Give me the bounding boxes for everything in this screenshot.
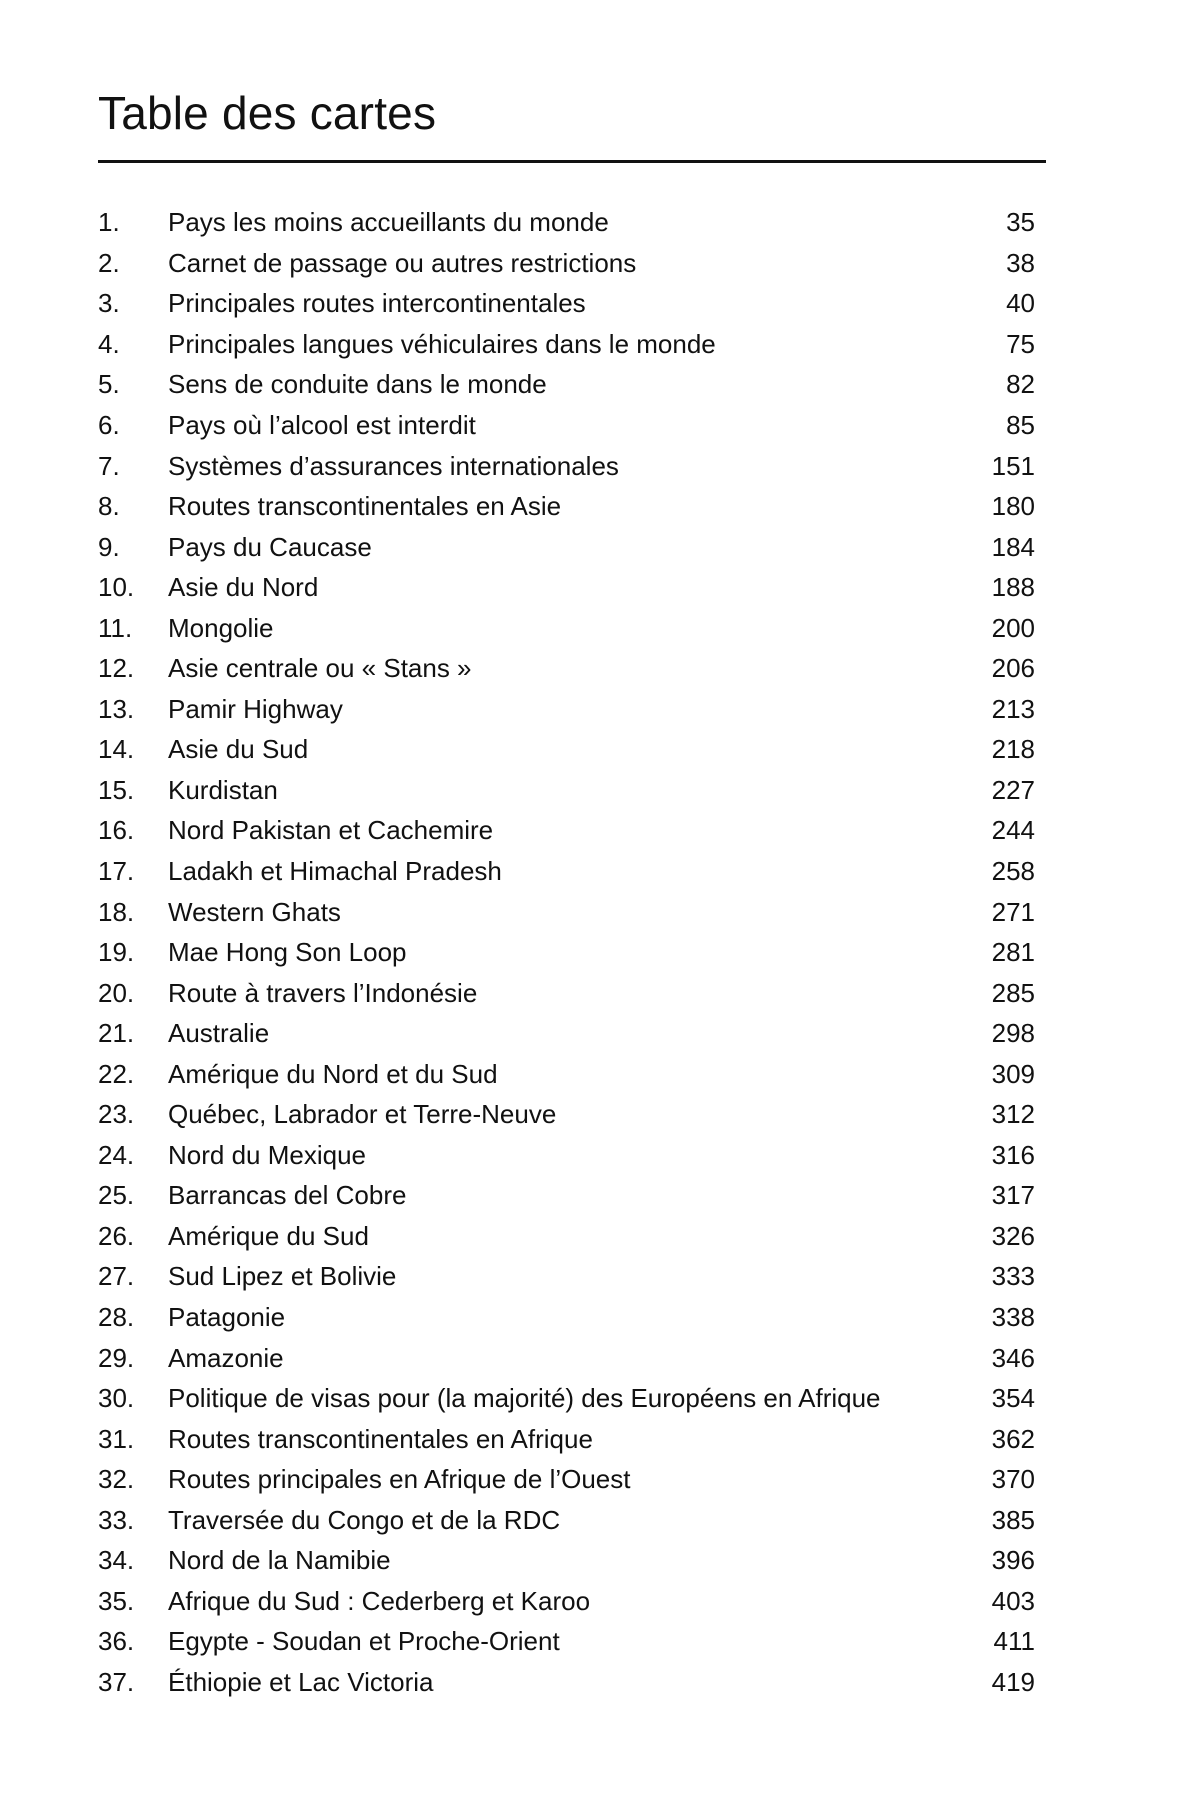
toc-entry-page-number: 298 — [991, 1018, 1035, 1049]
toc-entry-number: 16. — [98, 815, 135, 846]
toc-entry-title: Egypte - Soudan et Proche-Orient — [168, 1626, 560, 1657]
toc-entry-page-number: 403 — [991, 1585, 1035, 1616]
toc-entry — [98, 1135, 1035, 1176]
toc-entry-number: 29. — [98, 1342, 135, 1373]
toc-entry-number: 5. — [98, 369, 120, 400]
toc-entry — [98, 202, 1035, 243]
toc-entry — [98, 1053, 1035, 1094]
toc-entry-page-number: 309 — [991, 1058, 1035, 1089]
toc-entry-title: Nord de la Namibie — [168, 1545, 391, 1576]
toc-entry-title: Principales langues véhiculaires dans le monde — [168, 328, 716, 359]
toc-entry — [98, 486, 1035, 527]
toc-entry-title: Ladakh et Himachal Pradesh — [168, 856, 502, 887]
toc-entry — [98, 364, 1035, 405]
toc-entry-page-number: 281 — [991, 937, 1035, 968]
toc-entry-page-number: 362 — [991, 1423, 1035, 1454]
toc-entry-number: 25. — [98, 1180, 135, 1211]
toc-entry-number: 17. — [98, 856, 135, 887]
toc-entry-number: 11. — [98, 612, 133, 643]
toc-entry-page-number: 354 — [991, 1383, 1035, 1414]
toc-entry-number: 37. — [98, 1666, 135, 1697]
toc-entry-title: Asie centrale ou « Stans » — [168, 653, 472, 684]
toc-entry-number: 8. — [98, 491, 120, 522]
toc-entry-page-number: 338 — [991, 1302, 1035, 1333]
toc-entry-number: 22. — [98, 1058, 135, 1089]
toc-entry — [98, 1500, 1035, 1541]
toc-entry-page-number: 35 — [1006, 207, 1035, 238]
toc-entry-title: Amérique du Sud — [168, 1220, 369, 1251]
toc-entry — [98, 324, 1035, 365]
toc-entry — [98, 1216, 1035, 1257]
toc-entry-title: Mongolie — [168, 612, 274, 643]
toc-entry-page-number: 333 — [991, 1261, 1035, 1292]
toc-entry-number: 27. — [98, 1261, 135, 1292]
toc-entry-page-number: 40 — [1006, 288, 1035, 319]
toc-entry-number: 24. — [98, 1139, 135, 1170]
toc-entry-page-number: 285 — [991, 977, 1035, 1008]
toc-entry-title: Nord Pakistan et Cachemire — [168, 815, 494, 846]
toc-entry — [98, 1337, 1035, 1378]
toc-entry-title: Sud Lipez et Bolivie — [168, 1261, 397, 1292]
toc-entry-number: 4. — [98, 328, 120, 359]
toc-entry-page-number: 346 — [991, 1342, 1035, 1373]
toc-entry-page-number: 206 — [991, 653, 1035, 684]
page-title: Table des cartes — [98, 87, 437, 139]
toc-entry — [98, 891, 1035, 932]
toc-entry-page-number: 244 — [991, 815, 1035, 846]
toc-entry-number: 18. — [98, 896, 135, 927]
toc-entry-number: 2. — [98, 247, 120, 278]
toc-entry-number: 34. — [98, 1545, 135, 1576]
toc-entry-page-number: 82 — [1006, 369, 1035, 400]
toc-entry-page-number: 370 — [991, 1464, 1035, 1495]
toc-entry-title: Route à travers l’Indonésie — [168, 977, 478, 1008]
toc-entry-page-number: 75 — [1006, 328, 1035, 359]
toc-entry-number: 26. — [98, 1220, 135, 1251]
toc-entry-number: 30. — [98, 1383, 135, 1414]
toc-entry — [98, 729, 1035, 770]
toc-entry — [98, 567, 1035, 608]
toc-entry-title: Mae Hong Son Loop — [168, 937, 407, 968]
toc-entry-page-number: 200 — [991, 612, 1035, 643]
toc-entry — [98, 851, 1035, 892]
toc-entry — [98, 1540, 1035, 1581]
toc-entry-number: 33. — [98, 1504, 135, 1535]
toc-entry-title: Québec, Labrador et Terre-Neuve — [168, 1099, 557, 1130]
toc-entry-page-number: 188 — [991, 572, 1035, 603]
toc-entry-number: 3. — [98, 288, 120, 319]
toc-entry — [98, 1378, 1035, 1419]
toc-entry-title: Asie du Sud — [168, 734, 309, 765]
toc-entry-number: 6. — [98, 410, 120, 440]
toc-entry-number: 19. — [98, 937, 135, 968]
toc-entry-title: Pays du Caucase — [168, 531, 372, 562]
toc-entry-page-number: 411 — [993, 1626, 1035, 1657]
toc-entry-page-number: 316 — [991, 1139, 1035, 1170]
toc-entry-title: Systèmes d’assurances internationales — [168, 450, 619, 481]
toc-entry-title: Barrancas del Cobre — [168, 1180, 407, 1211]
toc-entry — [98, 810, 1035, 851]
toc-entry-title: Pays où l’alcool est interdit — [168, 410, 476, 440]
toc-entry — [98, 1256, 1035, 1297]
table-of-maps — [98, 202, 1035, 1702]
toc-entry-number: 28. — [98, 1302, 135, 1333]
toc-entry-number: 12. — [98, 653, 135, 684]
toc-entry-page-number: 317 — [991, 1180, 1035, 1211]
toc-entry — [98, 932, 1035, 973]
toc-entry-number: 9. — [98, 531, 120, 562]
toc-entry-page-number: 326 — [991, 1220, 1035, 1251]
toc-entry-title: Sens de conduite dans le monde — [168, 369, 547, 400]
toc-entry-page-number: 419 — [991, 1666, 1035, 1697]
toc-entry-number: 15. — [98, 774, 135, 805]
toc-entry-number: 23. — [98, 1099, 135, 1130]
toc-entry — [98, 243, 1035, 284]
toc-entry-number: 32. — [98, 1464, 135, 1495]
toc-entry-title: Traversée du Congo et de la RDC — [168, 1504, 561, 1535]
toc-entry — [98, 1662, 1035, 1703]
toc-entry-title: Patagonie — [168, 1302, 286, 1333]
toc-entry-page-number: 396 — [991, 1545, 1035, 1576]
toc-entry-title: Amazonie — [168, 1342, 284, 1373]
toc-entry-page-number: 151 — [991, 450, 1035, 481]
toc-entry — [98, 770, 1035, 811]
toc-entry-number: 14. — [98, 734, 135, 765]
toc-entry — [98, 445, 1035, 486]
toc-entry-title: Carnet de passage ou autres restrictions — [168, 247, 637, 278]
toc-entry-number: 20. — [98, 977, 135, 1008]
toc-entry-page-number: 271 — [991, 896, 1035, 927]
toc-entry-page-number: 180 — [991, 491, 1035, 522]
toc-entry-title: Pamir Highway — [168, 693, 343, 724]
toc-entry-page-number: 85 — [1006, 410, 1035, 440]
toc-entry-number: 36. — [98, 1626, 135, 1657]
toc-entry — [98, 283, 1035, 324]
toc-entry-page-number: 213 — [991, 693, 1035, 724]
toc-entry-title: Routes transcontinentales en Asie — [168, 491, 562, 522]
toc-entry — [98, 1581, 1035, 1622]
toc-entry-title: Éthiopie et Lac Victoria — [168, 1666, 434, 1697]
title-divider — [98, 160, 1046, 163]
toc-entry — [98, 1621, 1035, 1662]
toc-entry-title: Amérique du Nord et du Sud — [168, 1058, 498, 1089]
toc-entry-page-number: 312 — [991, 1099, 1035, 1130]
toc-entry — [98, 1094, 1035, 1135]
toc-entry — [98, 1013, 1035, 1054]
toc-entry-number: 35. — [98, 1585, 135, 1616]
toc-entry-number: 1. — [98, 207, 120, 238]
toc-entry-page-number: 184 — [991, 531, 1035, 562]
toc-entry-title: Politique de visas pour (la majorité) des Européens en Afrique — [168, 1383, 881, 1414]
toc-entry — [98, 1297, 1035, 1338]
toc-entry — [98, 972, 1035, 1013]
toc-entry-number: 10. — [98, 572, 135, 603]
toc-entry — [98, 526, 1035, 567]
toc-entry-page-number: 38 — [1006, 247, 1035, 278]
toc-entry-title: Kurdistan — [168, 774, 278, 805]
toc-entry-title: Asie du Nord — [168, 572, 319, 603]
toc-entry-page-number: 385 — [991, 1504, 1035, 1535]
toc-entry — [98, 1459, 1035, 1500]
toc-entry-title: Principales routes intercontinentales — [168, 288, 586, 319]
toc-entry-title: Routes transcontinentales en Afrique — [168, 1423, 593, 1454]
toc-entry — [98, 405, 1035, 446]
toc-entry-page-number: 258 — [991, 856, 1035, 887]
toc-entry-number: 31. — [98, 1423, 135, 1454]
toc-entry-number: 13. — [98, 693, 135, 724]
toc-entry-page-number: 218 — [991, 734, 1035, 765]
toc-entry-title: Australie — [168, 1018, 270, 1049]
toc-entry — [98, 1175, 1035, 1216]
toc-entry-title: Western Ghats — [168, 896, 341, 927]
toc-entry-title: Afrique du Sud : Cederberg et Karoo — [168, 1585, 591, 1616]
toc-entry-title: Pays les moins accueillants du monde — [168, 207, 609, 238]
toc-entry-title: Routes principales en Afrique de l’Ouest — [168, 1464, 631, 1495]
toc-entry-title: Nord du Mexique — [168, 1139, 366, 1170]
toc-entry-page-number: 227 — [991, 774, 1035, 805]
toc-entry-number: 7. — [98, 450, 120, 481]
toc-entry — [98, 1418, 1035, 1459]
toc-entry — [98, 689, 1035, 730]
toc-entry — [98, 607, 1035, 648]
toc-entry-number: 21. — [98, 1018, 135, 1049]
toc-entry — [98, 648, 1035, 689]
